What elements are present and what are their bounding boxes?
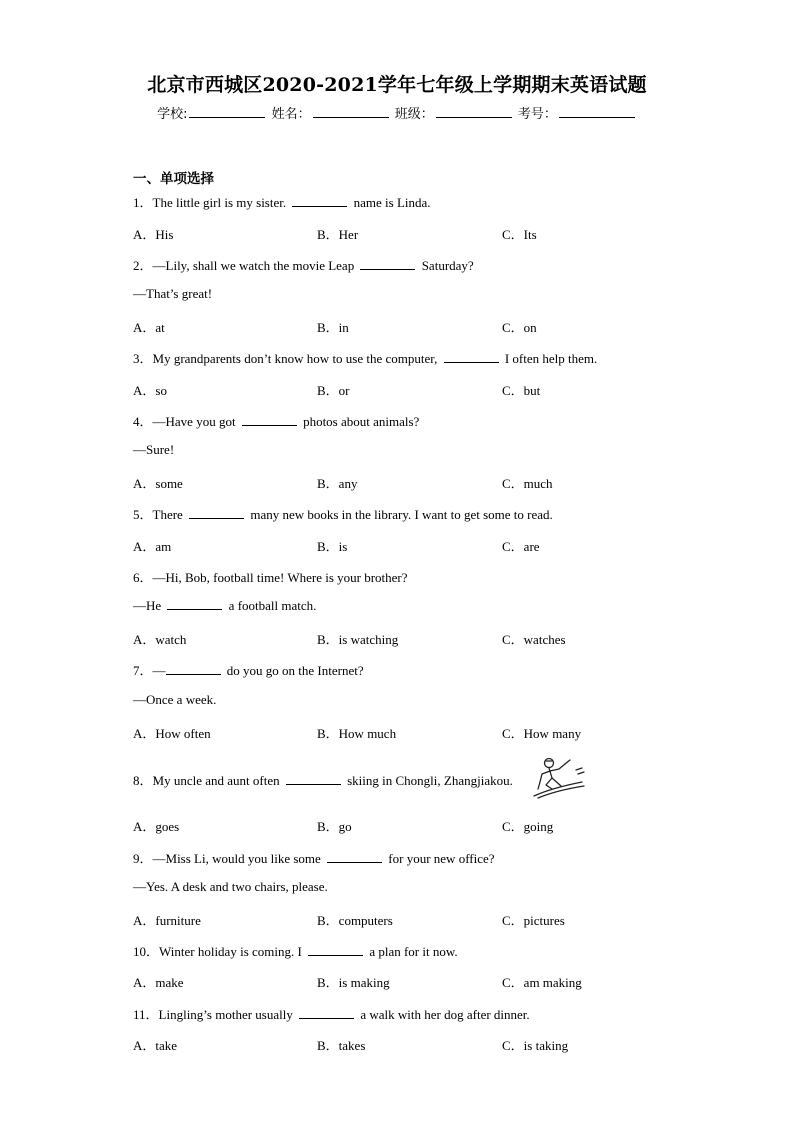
option-c[interactable]: C．am making (502, 975, 582, 990)
question-text: — (152, 663, 166, 678)
option-c[interactable]: C．much (502, 476, 553, 491)
answer-blank[interactable] (292, 195, 347, 207)
question-text: for your new office? (385, 851, 495, 866)
question-text: Lingling’s mother usually (158, 1007, 297, 1022)
option-c[interactable]: C．going (502, 819, 554, 834)
option-b[interactable]: B．go (317, 819, 352, 834)
options-7 (133, 723, 693, 739)
question-text: —Hi, Bob, football time! Where is your brother? (152, 570, 408, 585)
option-c[interactable]: C．pictures (502, 913, 565, 928)
page-title: 北京市西城区2020-2021学年七年级上学期期末英语试题 (147, 74, 647, 96)
option-b[interactable]: B．in (317, 320, 349, 335)
option-a[interactable]: A．am (133, 539, 172, 554)
question-text: skiing in Chongli, Zhangjiakou. (343, 773, 513, 788)
reply-7: —Once a week. (133, 692, 217, 707)
question-6 (133, 567, 408, 586)
option-c[interactable]: C．Its (502, 227, 537, 242)
option-a[interactable]: A．goes (133, 819, 180, 834)
class-blank[interactable] (436, 105, 512, 118)
question-8 (133, 770, 513, 789)
question-number: 11． (133, 1007, 159, 1022)
answer-blank[interactable] (189, 507, 244, 519)
options-9 (133, 910, 693, 926)
question-7 (133, 660, 364, 679)
question-4 (133, 411, 419, 430)
option-b[interactable]: B．takes (317, 1038, 366, 1053)
option-b[interactable]: B．is watching (317, 632, 399, 647)
option-a[interactable]: A．His (133, 227, 174, 242)
answer-blank[interactable] (360, 258, 415, 270)
question-3 (133, 348, 597, 367)
option-a[interactable]: A．How often (133, 726, 211, 741)
question-number: 9． (133, 851, 153, 866)
options-2 (133, 317, 693, 333)
question-text: —Lily, shall we watch the movie Leap (152, 258, 358, 273)
question-text: do you go on the Internet? (223, 663, 364, 678)
school-label: 学校: (157, 107, 188, 122)
name-label: 姓名： (271, 107, 311, 122)
question-text: name is Linda. (350, 195, 431, 210)
options-5 (133, 536, 693, 552)
option-b[interactable]: B．any (317, 476, 358, 491)
option-a[interactable]: A．take (133, 1038, 178, 1053)
reply-4: —Sure! (133, 442, 175, 457)
option-c[interactable]: C．are (502, 539, 540, 554)
answer-blank[interactable] (242, 414, 297, 426)
question-number: 7． (133, 663, 153, 678)
question-text: many new books in the library. I want to get some to read. (247, 507, 553, 522)
options-11 (133, 1035, 693, 1051)
question-number: 8． (133, 773, 153, 788)
option-b[interactable]: B．Her (317, 227, 359, 242)
option-a[interactable]: A．make (133, 975, 184, 990)
question-text: Winter holiday is coming. I (159, 944, 306, 959)
options-4 (133, 473, 693, 489)
option-b[interactable]: B．How much (317, 726, 397, 741)
option-c[interactable]: C．is taking (502, 1038, 569, 1053)
question-text: photos about animals? (299, 414, 420, 429)
option-a[interactable]: A．at (133, 320, 165, 335)
answer-blank[interactable] (167, 598, 222, 610)
question-2 (133, 255, 474, 274)
options-8 (133, 816, 693, 832)
option-c[interactable]: C．but (502, 383, 541, 398)
answer-blank[interactable] (308, 944, 363, 956)
name-blank[interactable] (313, 105, 389, 118)
question-number: 3． (133, 351, 153, 366)
question-number: 6． (133, 570, 153, 585)
skier-icon (532, 756, 586, 800)
reply-6 (133, 598, 316, 614)
question-5 (133, 504, 553, 523)
answer-blank[interactable] (166, 663, 221, 675)
answer-blank[interactable] (444, 351, 499, 363)
answer-blank[interactable] (327, 851, 382, 863)
question-text: My grandparents don’t know how to use the computer, (152, 351, 441, 366)
question-number: 2． (133, 258, 153, 273)
answer-blank[interactable] (299, 1007, 354, 1019)
question-text: —Have you got (152, 414, 239, 429)
option-b[interactable]: B．is making (317, 975, 390, 990)
option-b[interactable]: B．is (317, 539, 348, 554)
question-text: —Miss Li, would you like some (152, 851, 325, 866)
question-10 (133, 941, 458, 960)
options-10 (133, 972, 693, 988)
options-1 (133, 224, 693, 240)
question-number: 4． (133, 414, 153, 429)
student-info-line (0, 103, 794, 122)
option-b[interactable]: B．or (317, 383, 350, 398)
question-number: 5． (133, 507, 153, 522)
question-text: Saturday? (418, 258, 474, 273)
option-b[interactable]: B．computers (317, 913, 393, 928)
school-blank[interactable] (189, 105, 265, 118)
question-text: a plan for it now. (366, 944, 458, 959)
number-blank[interactable] (559, 105, 635, 118)
question-number: 1． (133, 195, 153, 210)
answer-blank[interactable] (286, 773, 341, 785)
reply-9: —Yes. A desk and two chairs, please. (133, 879, 328, 894)
option-a[interactable]: A．some (133, 476, 183, 491)
reply-2: —That’s great! (133, 286, 213, 301)
question-1 (133, 192, 431, 211)
option-a[interactable]: A．watch (133, 632, 187, 647)
question-text: I often help them. (501, 351, 598, 366)
reply-text: a football match. (225, 598, 317, 613)
reply-text: —He (133, 598, 165, 613)
option-a[interactable]: A．furniture (133, 913, 201, 928)
question-11 (133, 1004, 530, 1023)
class-label: 班级： (394, 107, 434, 122)
option-c[interactable]: C．on (502, 320, 537, 335)
number-label: 考号： (517, 107, 557, 122)
question-text: There (152, 507, 187, 522)
question-text: My uncle and aunt often (152, 773, 283, 788)
question-text: The little girl is my sister. (152, 195, 290, 210)
question-text: a walk with her dog after dinner. (357, 1007, 530, 1022)
options-3 (133, 380, 693, 396)
option-a[interactable]: A．so (133, 383, 167, 398)
section-title: 一、单项选择 (133, 171, 214, 187)
question-9 (133, 848, 495, 867)
options-6 (133, 629, 693, 645)
option-c[interactable]: C．watches (502, 632, 566, 647)
question-number: 10． (133, 944, 160, 959)
option-c[interactable]: C．How many (502, 726, 582, 741)
